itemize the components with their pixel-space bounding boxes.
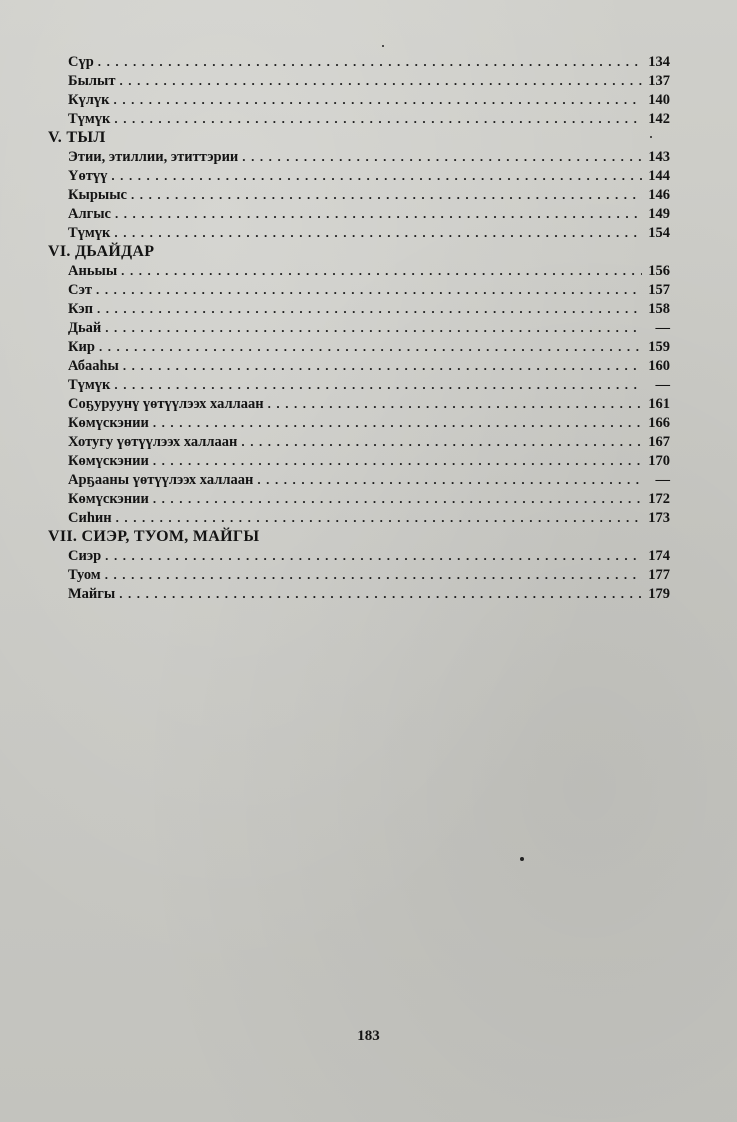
toc-entry [68, 204, 670, 223]
dot-leader [131, 185, 642, 204]
dot-leader [121, 261, 642, 280]
toc-entry-page: 144 [648, 168, 670, 184]
toc-entry [68, 147, 670, 166]
toc-entry-title: Көмүскэнии [68, 415, 149, 431]
dot-leader [114, 223, 642, 242]
toc-entry-title: Кир [68, 339, 95, 355]
paper-speck [520, 857, 524, 861]
toc-entry-title: Хотугу үөтүүлээх халлаан [68, 434, 238, 450]
toc-entry [68, 470, 670, 489]
dot-leader [114, 90, 642, 109]
toc-entry-page: 154 [648, 225, 670, 241]
dot-leader [105, 546, 642, 565]
toc-entry [68, 565, 670, 584]
toc-entry-page: 134 [648, 54, 670, 70]
toc-entry [68, 394, 670, 413]
toc-entry-page: 174 [648, 548, 670, 564]
toc-entry-page: 158 [648, 301, 670, 317]
toc-entry-page: 146 [648, 187, 670, 203]
toc-entry-page: — [655, 377, 670, 393]
toc-entry-page: 149 [648, 206, 670, 222]
paper-speck [382, 45, 384, 47]
toc-entry-title: Этии, этиллии, этиттэрии [68, 149, 239, 165]
toc-entry [68, 508, 670, 527]
toc-entry-title: Түмүк [68, 225, 111, 241]
section-heading: VI. ДЬАЙДАР [48, 243, 155, 260]
toc-entry [68, 356, 670, 375]
toc-entry [68, 280, 670, 299]
toc-entry [68, 584, 670, 603]
toc-entry-page: 177 [648, 567, 670, 583]
toc-entry-page: — [655, 320, 670, 336]
toc-entry [68, 413, 670, 432]
toc-entry [68, 432, 670, 451]
dot-leader [111, 166, 642, 185]
toc-entry-title: Кэп [68, 301, 93, 317]
dot-leader [115, 204, 642, 223]
dot-leader [96, 280, 642, 299]
dot-leader [105, 565, 642, 584]
toc-entry-title: Көмүскэнии [68, 491, 149, 507]
page-number: 183 [357, 1028, 380, 1044]
toc-entry-title: Соҕуруунү үөтүүлээх халлаан [68, 396, 264, 412]
toc-entry-page: 143 [648, 149, 670, 165]
toc-entry-title: Былыт [68, 73, 116, 89]
toc-entry [68, 71, 670, 90]
toc-entry [68, 185, 670, 204]
toc-entry-page: 170 [648, 453, 670, 469]
dot-leader [120, 71, 643, 90]
toc-entry-page: 172 [648, 491, 670, 507]
toc-entry-title: Сиэр [68, 548, 102, 564]
toc-entry-title: Абааһы [68, 358, 119, 374]
toc-entry-page: 159 [648, 339, 670, 355]
toc-entry-page: 140 [648, 92, 670, 108]
dot-leader [116, 508, 642, 527]
dot-leader [268, 394, 642, 413]
toc-entry-title: Түмүк [68, 377, 111, 393]
dot-leader [153, 413, 642, 432]
toc-entry [68, 375, 670, 394]
toc-entry-title: Түмүк [68, 111, 111, 127]
toc-entry-title: Күлүк [68, 92, 110, 108]
toc-entry-page: 156 [648, 263, 670, 279]
toc-entry-title: Сүр [68, 54, 94, 70]
toc-entry-title: Туом [68, 567, 101, 583]
toc-entry [68, 90, 670, 109]
toc-entry-page: 160 [648, 358, 670, 374]
toc-entry [68, 109, 670, 128]
toc-entry-page: 142 [648, 111, 670, 127]
toc-entry-title: Үөтүү [68, 168, 108, 184]
toc-entry [68, 261, 670, 280]
dot-leader [98, 52, 642, 71]
toc-entry-page: 137 [648, 73, 670, 89]
toc-entry-title: Сиһин [68, 510, 112, 526]
paper-speck [650, 136, 652, 138]
toc-entry [68, 318, 670, 337]
dot-leader [153, 451, 642, 470]
toc-entry-page: 173 [648, 510, 670, 526]
toc-entry-page: 161 [648, 396, 670, 412]
dot-leader [257, 470, 642, 489]
dot-leader [114, 375, 642, 394]
toc-entry [68, 166, 670, 185]
toc-entry-page: 157 [648, 282, 670, 298]
toc-entry [68, 451, 670, 470]
toc-entry-title: Сэт [68, 282, 93, 298]
toc-entry-title: Көмүскэнии [68, 453, 149, 469]
dot-leader [99, 337, 642, 356]
dot-leader [105, 318, 642, 337]
dot-leader [242, 147, 642, 166]
dot-leader [114, 109, 642, 128]
toc-entry [68, 299, 670, 318]
toc-entry-page: 179 [648, 586, 670, 602]
toc-entry [68, 223, 670, 242]
toc-entry-title: Аньыы [68, 263, 118, 279]
toc-entry [68, 337, 670, 356]
toc-entry-title: Кырыыс [68, 187, 127, 203]
dot-leader [119, 584, 642, 603]
toc-entry-page: — [655, 472, 670, 488]
toc-entry-title: Дьай [68, 320, 102, 336]
toc-entry [68, 52, 670, 71]
dot-leader [153, 489, 642, 508]
section-heading: VII. СИЭР, ТУОМ, МАЙГЫ [48, 528, 260, 545]
toc-entry-title: Арҕааны үөтүүлээх халлаан [68, 472, 254, 488]
toc-entry-title: Алгыс [68, 206, 111, 222]
toc-entry-page: 166 [648, 415, 670, 431]
dot-leader [97, 299, 642, 318]
dot-leader [241, 432, 642, 451]
toc-entry-title: Майгы [68, 586, 116, 602]
toc-entry [68, 546, 670, 565]
table-of-contents [0, 52, 737, 603]
toc-entry [68, 489, 670, 508]
dot-leader [123, 356, 642, 375]
toc-entry-page: 167 [648, 434, 670, 450]
section-heading: V. ТЫЛ [48, 129, 106, 146]
